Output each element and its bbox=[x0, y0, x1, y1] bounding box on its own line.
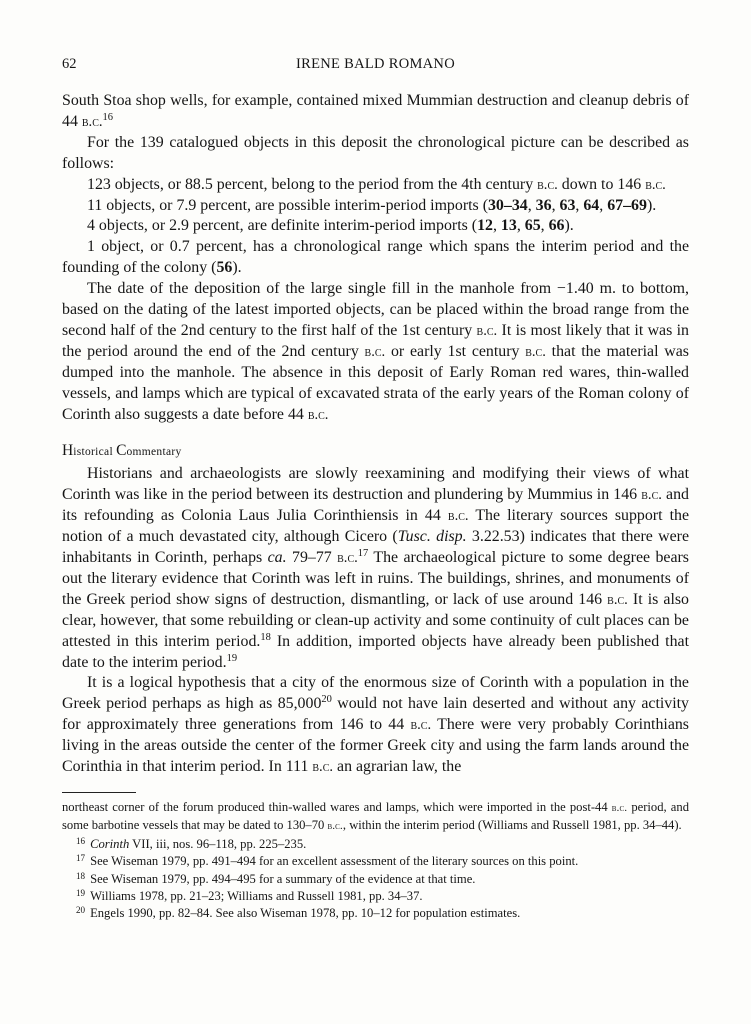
paragraph: 4 objects, or 2.9 percent, are definite interim-period imports (12, 13, 65, 66). bbox=[87, 217, 574, 235]
catalogue-ref: 30–34 bbox=[487, 196, 528, 214]
catalogue-ref: 13 bbox=[500, 217, 517, 235]
paragraph: For the 139 catalogued objects in this deposit the chronological picture can be described as follows: bbox=[62, 133, 689, 172]
catalogue-ref: 63 bbox=[559, 196, 576, 214]
footnote: $^{20}$ Engels 1990, pp. 82–84. See also Wiseman 1978, pp. 10–12 for population estimates. bbox=[76, 905, 521, 921]
catalogue-ref: 67–69 bbox=[607, 196, 647, 214]
catalogue-ref: 66 bbox=[548, 217, 565, 235]
footnote: $^{19}$ Williams 1978, pp. 21–23; Williams and Russell 1981, pp. 34–37. bbox=[76, 887, 423, 904]
paragraph: The date of the deposition of the large single fill in the manhole from −1.40 m. to bottom, based on the dating of the latest imported objects, can be placed within the broad range from the second half of the 2nd century to the first half of the 1st century b.c. It is most likely that it was in the period around the end of the 2nd century b.c. or early 1st century b.c. that the material was dumped into the manhole. The absence in this deposit of Early Roman red wares, thin-walled vessels, and lamps which are typical of excavated strata of the early years of the Roman colony of Corinth also suggests a date before 44 b.c. bbox=[62, 280, 689, 423]
footnotes bbox=[62, 799, 689, 923]
paragraph: It is a logical hypothesis that a city of the enormous size of Corinth with a population in the Greek period perhaps as high as 85,000$^{20}$ would not have lain deserted and without any activity for approximately three generations from 146 to 44 b.c. There were very probably Corinthians living in the areas outside the center of the former Greek city and using the farm lands around the Corinthia in that interim period. In 111 b.c. an agrarian law, the bbox=[62, 674, 690, 776]
catalogue-ref: 12 bbox=[477, 217, 493, 235]
page-number: 62 bbox=[62, 56, 77, 72]
catalogue-ref: 56 bbox=[216, 259, 233, 277]
catalogue-ref: 36 bbox=[535, 196, 552, 214]
footnote: $^{18}$ See Wiseman 1979, pp. 494–495 for a summary of the evidence at that time. bbox=[76, 870, 476, 886]
footnote-ref: 19 bbox=[226, 652, 238, 664]
running-head: IRENE BALD ROMANO bbox=[296, 56, 455, 72]
paragraph: 1 object, or 0.7 percent, has a chronological range which spans the interim period and the founding of the colony (56). bbox=[62, 238, 689, 277]
paragraph: Historians and archaeologists are slowly reexamining and modifying their views of what Corinth was like in the period between its destruction and plundering by Mummius in 146 b.c. and its refounding as Colonia Laus Julia Corinthiensis in 44 b.c. The literary sources support the notion of a much devastated city, although Cicero (Tusc. disp. 3.22.53) indicates that there were inhabitants in Corinth, perhaps ca. 79–77 b.c.$^{17}$ The archaeological picture to some degree bears out the literary evidence that Corinth was left in ruins. The buildings, shrines, and monuments of the Greek period show signs of destruction, dismantling, or lack of use around 146 b.c. It is also clear, however, that some rebuilding or clean-up activity and some continuity of cult places can be attested in this interim period.$^{18}$ In addition, imported objects have already been published that date to the interim period.$^{19}$ bbox=[62, 465, 690, 671]
main-text bbox=[62, 91, 689, 778]
catalogue-ref: 64 bbox=[583, 196, 600, 214]
footnote-ref: 17 bbox=[357, 548, 369, 560]
footnote-continuation: northeast corner of the forum produced thin-walled wares and lamps, which were imported in the post-44 b.c. period, and some barbotine vessels that may be dated to 130–70 b.c., within the interim period (Williams and Russell 1981, pp. 34–44). bbox=[62, 800, 689, 833]
section-heading: Historical Commentary bbox=[62, 441, 182, 459]
footnote-ref: 20 bbox=[321, 694, 332, 706]
footnote-ref: 18 bbox=[260, 631, 271, 643]
paragraph: South Stoa shop wells, for example, contained mixed Mummian destruction and cleanup debris of 44 b.c.$^{16}$ bbox=[62, 92, 689, 130]
footnote: $^{17}$ See Wiseman 1979, pp. 491–494 for an excellent assessment of the literary sources on this point. bbox=[76, 853, 579, 869]
footnote-rule bbox=[62, 792, 136, 793]
paragraph: 123 objects, or 88.5 percent, belong to the period from the 4th century b.c. down to 146 b.c. bbox=[87, 175, 666, 193]
catalogue-ref: 65 bbox=[524, 217, 541, 235]
footnote-ref: 16 bbox=[102, 112, 114, 124]
paragraph: 11 objects, or 7.9 percent, are possible interim-period imports (30–34, 36, 63, 64, 67–69). bbox=[87, 196, 657, 214]
page-header bbox=[62, 56, 689, 76]
footnote: $^{16}$ Corinth VII, iii, nos. 96–118, pp. 225–235. bbox=[76, 835, 307, 851]
